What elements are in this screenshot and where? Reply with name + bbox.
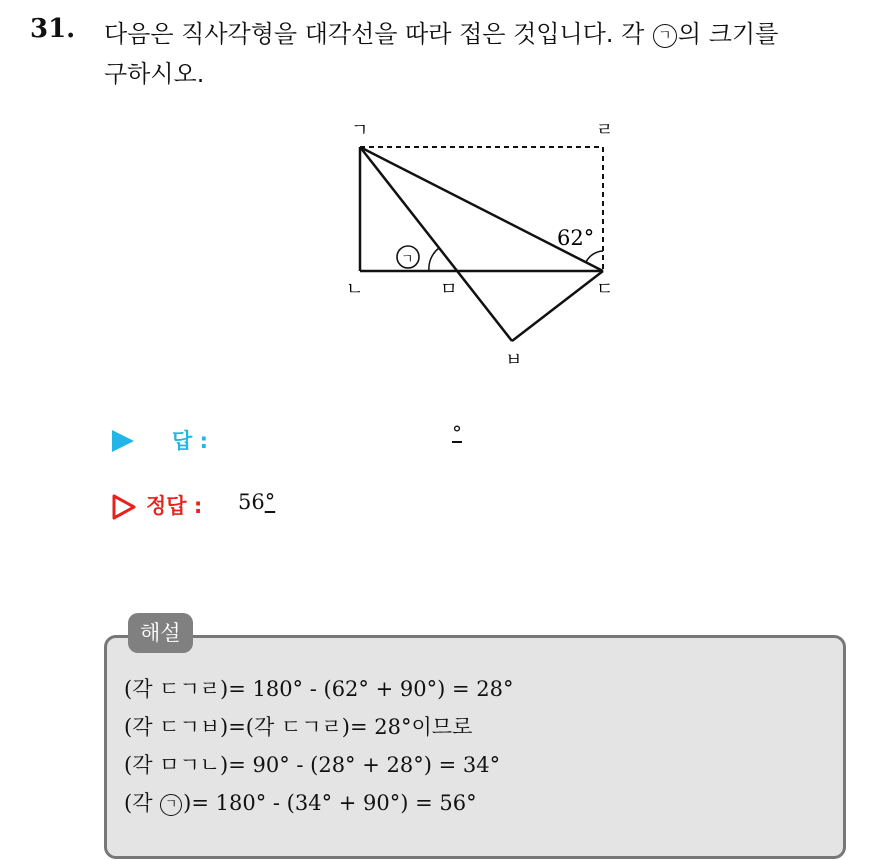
- angle-arc-target: [429, 248, 439, 271]
- correct-value: 56: [238, 490, 265, 514]
- vertex-label-top-right: ㄹ: [596, 120, 614, 141]
- solution-line-1: (각 ㄷㄱㄹ)= 180° - (62° + 90°) = 28°: [124, 677, 514, 701]
- solution-line-4-end: )= 180° - (34° + 90°) = 56°: [183, 791, 477, 815]
- correct-marker-icon: [112, 494, 136, 520]
- fold-edge-1: [360, 147, 512, 341]
- answer-unit: °: [452, 421, 462, 445]
- vertex-label-middle: ㅁ: [440, 279, 458, 300]
- angle-arc-62: [586, 251, 603, 262]
- question-number: 31.: [30, 14, 76, 44]
- solution-tag: 해설: [128, 613, 193, 653]
- question-text-part2: 의 크기를: [677, 20, 779, 48]
- solution-line-2: (각 ㄷㄱㅂ)=(각 ㄷㄱㄹ)= 28°이므로: [124, 715, 473, 739]
- vertex-label-bottom-left: ㄴ: [346, 279, 364, 300]
- vertex-label-top-left: ㄱ: [351, 120, 369, 141]
- solution-circled-marker: ㄱ: [160, 794, 182, 816]
- solution-line-4: [124, 784, 513, 822]
- vertex-label-right: ㄷ: [596, 279, 614, 300]
- correct-unit: °: [264, 490, 276, 514]
- fold-edge-2: [512, 271, 603, 341]
- question-text-line2: 구하시오.: [104, 60, 205, 88]
- answer-marker-icon: [112, 430, 134, 452]
- angle-marker-text: ㄱ: [401, 252, 414, 267]
- correct-answer: [238, 490, 275, 514]
- solution-lines: [124, 670, 513, 822]
- solution-line-4-start: (각: [124, 791, 160, 815]
- diagonal-line: [360, 147, 603, 271]
- correct-label: 정답 :: [146, 494, 203, 518]
- circled-marker: ㄱ: [653, 24, 677, 48]
- answer-label: 답 :: [172, 429, 208, 453]
- solution-line-3: (각 ㅁㄱㄴ)= 90° - (28° + 28°) = 34°: [124, 753, 501, 777]
- vertex-label-bottom: ㅂ: [505, 350, 523, 371]
- folded-rectangle-figure: [0, 0, 884, 420]
- question-text-part1: 다음은 직사각형을 대각선을 따라 접은 것입니다. 각: [104, 20, 652, 48]
- angle-label: 62°: [557, 226, 595, 250]
